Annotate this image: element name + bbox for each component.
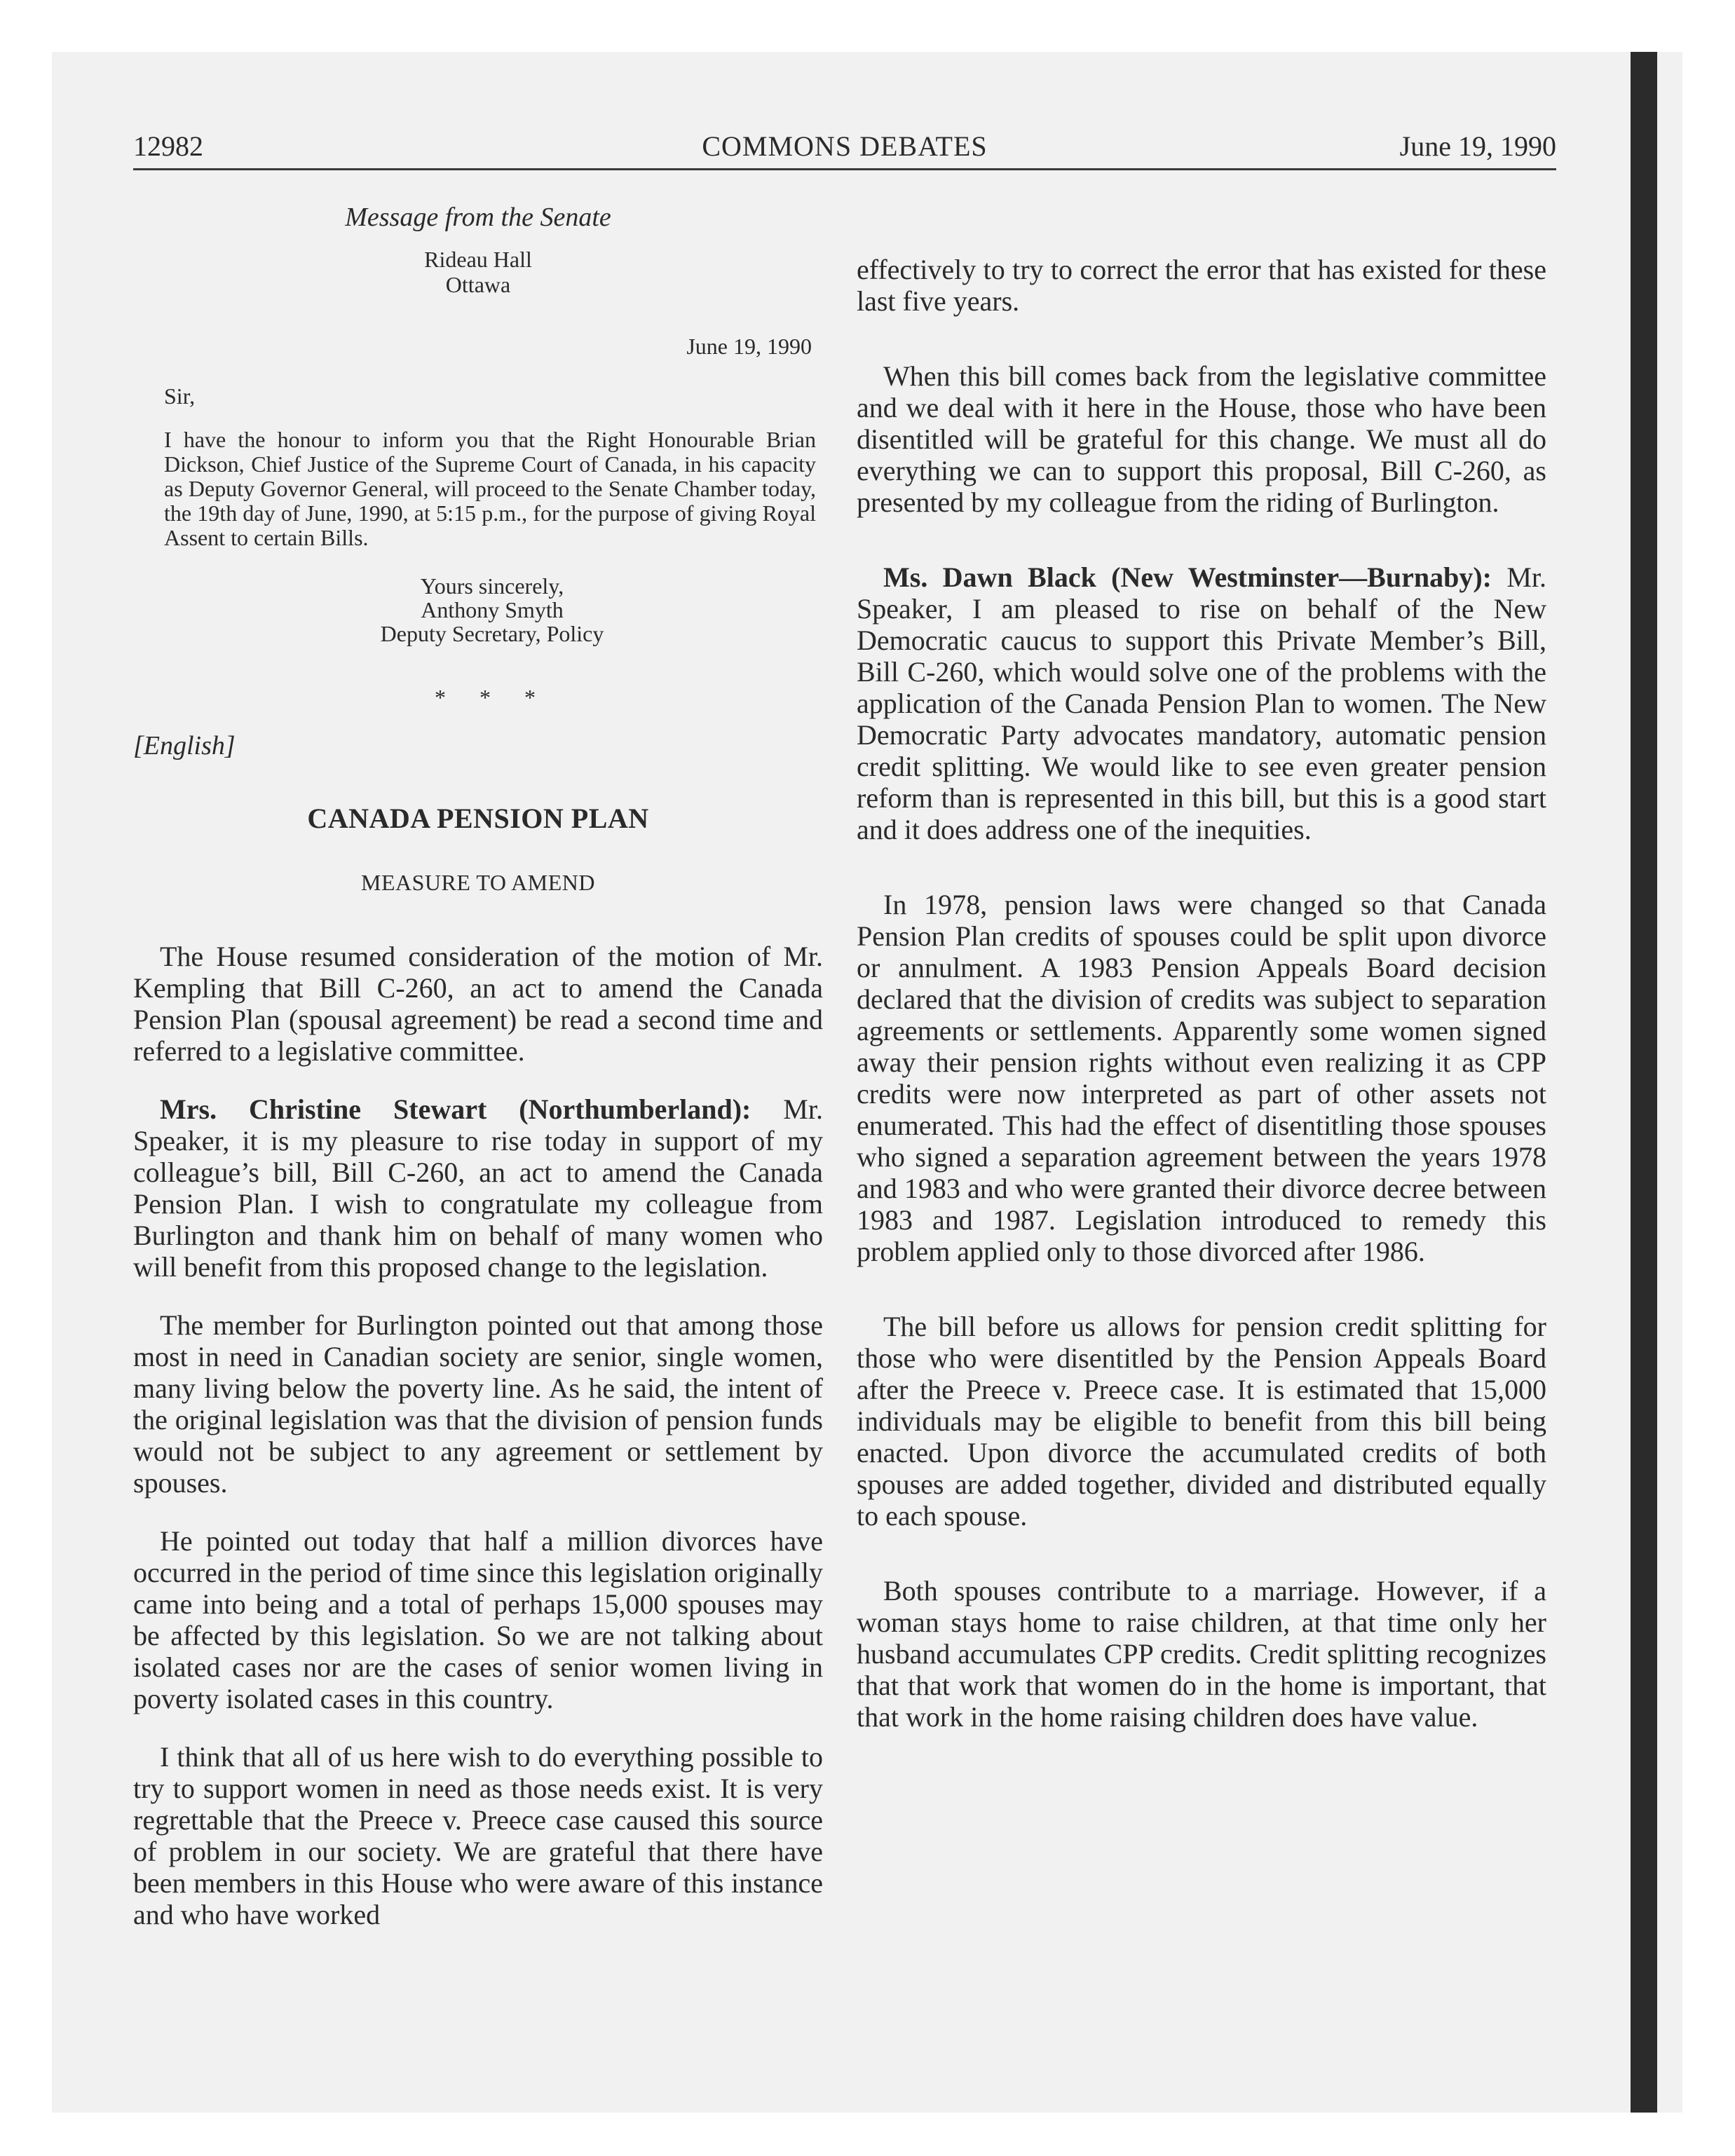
speaker-name-stewart: Mrs. Christine Stewart (Northumberland):: [160, 1093, 751, 1125]
right-paragraph-3: [857, 561, 1546, 845]
senate-salutation: Sir,: [164, 383, 196, 409]
senate-closing: Yours sincerely,: [420, 573, 564, 599]
section-separator: * * *: [435, 685, 550, 710]
publication-title: COMMONS DEBATES: [702, 130, 988, 162]
left-column: [133, 189, 823, 1957]
right-paragraph-6: Both spouses contribute to a marriage. However, if a woman stays home to raise children, at that time only her husband accumulates CPP credits. Credit splitting recognizes that that work that women do in the home is important, that that work in the home raising children does have value.: [857, 1575, 1546, 1733]
senate-message-title: Message from the Senate: [345, 203, 611, 232]
right-paragraph-1: effectively to try to correct the error that has existed for these last five years.: [857, 254, 1546, 317]
right-paragraph-2: When this bill comes back from the legislative committee and we deal with it here in the House, those who have been disentitled will be grateful for this change. We must all do everything we can to support this proposal, Bill C-260, as presented by my colleague from the riding of Burlington.: [857, 360, 1546, 518]
senate-signature-block: [133, 574, 823, 646]
senate-signatory: Anthony Smyth: [421, 597, 564, 622]
senate-signatory-title: Deputy Secretary, Policy: [380, 621, 604, 646]
senate-address-line2: Ottawa: [445, 272, 511, 297]
right-paragraph-5: The bill before us allows for pension credit splitting for those who were disentitled by the Pension Appeals Board after the Preece v. Preece case. It is estimated that 15,000 individuals may be eligible to benefit from this bill being enacted. Upon divorce the accumulated credits of both spouses are added together, divided and distributed equally to each spouse.: [857, 1311, 1546, 1531]
senate-message-body: I have the honour to inform you that the Right Honourable Brian Dickson, Chief Justice of the Supreme Court of Canada, in his capacity as Deputy Governor General, will proceed to the Senate Chamber today, the 19th day of June, 1990, at 5:15 p.m., for the purpose of giving Royal Assent to certain Bills.: [164, 427, 816, 550]
right-paragraph-4: In 1978, pension laws were changed so that Canada Pension Plan credits of spouses could be split upon divorce or annulment. A 1983 Pension Appeals Board decision declared that the division of credits was subject to separation agreements or settlements. Apparently some women signed away their pension rights without even realizing it as CPP credits were now interpreted as part of other assets not enumerated. This had the effect of disentitling those spouses who signed a separation agreement between the years 1978 and 1983 and who were granted their divorce decree between 1983 and 1987. Legislation introduced to remedy this problem applied only to those divorced after 1986.: [857, 889, 1546, 1267]
senate-address-line1: Rideau Hall: [424, 247, 532, 272]
scan-edge-shadow: [1631, 52, 1657, 2113]
left-paragraph-2: [133, 1093, 823, 1283]
page-header: [133, 125, 1556, 170]
language-tag: [English]: [133, 731, 236, 760]
speech-text: Mr. Speaker, I am pleased to rise on behalf of the New Democratic caucus to support this Private Member’s Bill, Bill C-260, which would solve one of the problems with the application of the Canada Pension Plan to women. The New Democratic Party advocates mandatory, automatic pension credit splitting. We would like to see even greater pension reform than is represented in this bill, but this is a good start and it does address one of the inequities.: [857, 561, 1546, 845]
section-title: CANADA PENSION PLAN: [307, 803, 649, 834]
left-paragraph-5: I think that all of us here wish to do everything possible to try to support women in need as those needs exist. It is very regrettable that the Preece v. Preece case caused this source of problem in our society. We are grateful that there have been members in this House who were aware of this instance and who have worked: [133, 1741, 823, 1930]
left-paragraph-4: He pointed out today that half a million divorces have occurred in the period of time since this legislation originally came into being and a total of perhaps 15,000 spouses may be affected by this legislation. So we are not talking about isolated cases nor are the cases of senior women living in poverty isolated cases in this country.: [133, 1525, 823, 1714]
page-number: 12982: [133, 130, 203, 162]
section-subtitle: MEASURE TO AMEND: [361, 870, 595, 895]
speech-text: Mr. Speaker, it is my pleasure to rise today in support of my colleague’s bill, Bill C-260, an act to amend the Canada Pension Plan. I wish to congratulate my colleague from Burlington and thank him on behalf of many women who will benefit from this proposed change to the legislation.: [133, 1093, 823, 1283]
header-date: June 19, 1990: [1399, 130, 1556, 162]
speaker-name-black: Ms. Dawn Black (New Westminster—Burnaby):: [883, 561, 1492, 593]
senate-message-date: June 19, 1990: [686, 334, 812, 359]
right-column: [857, 254, 1546, 1759]
left-paragraph-3: The member for Burlington pointed out that among those most in need in Canadian society are senior, single women, many living below the poverty line. As he said, the intent of the original legislation was that the division of pension funds would not be subject to any agreement or settlement by spouses.: [133, 1309, 823, 1499]
left-paragraph-1: The House resumed consideration of the motion of Mr. Kempling that Bill C-260, an act to amend the Canada Pension Plan (spousal agreement) be read a second time and referred to a legislative committee.: [133, 941, 823, 1067]
